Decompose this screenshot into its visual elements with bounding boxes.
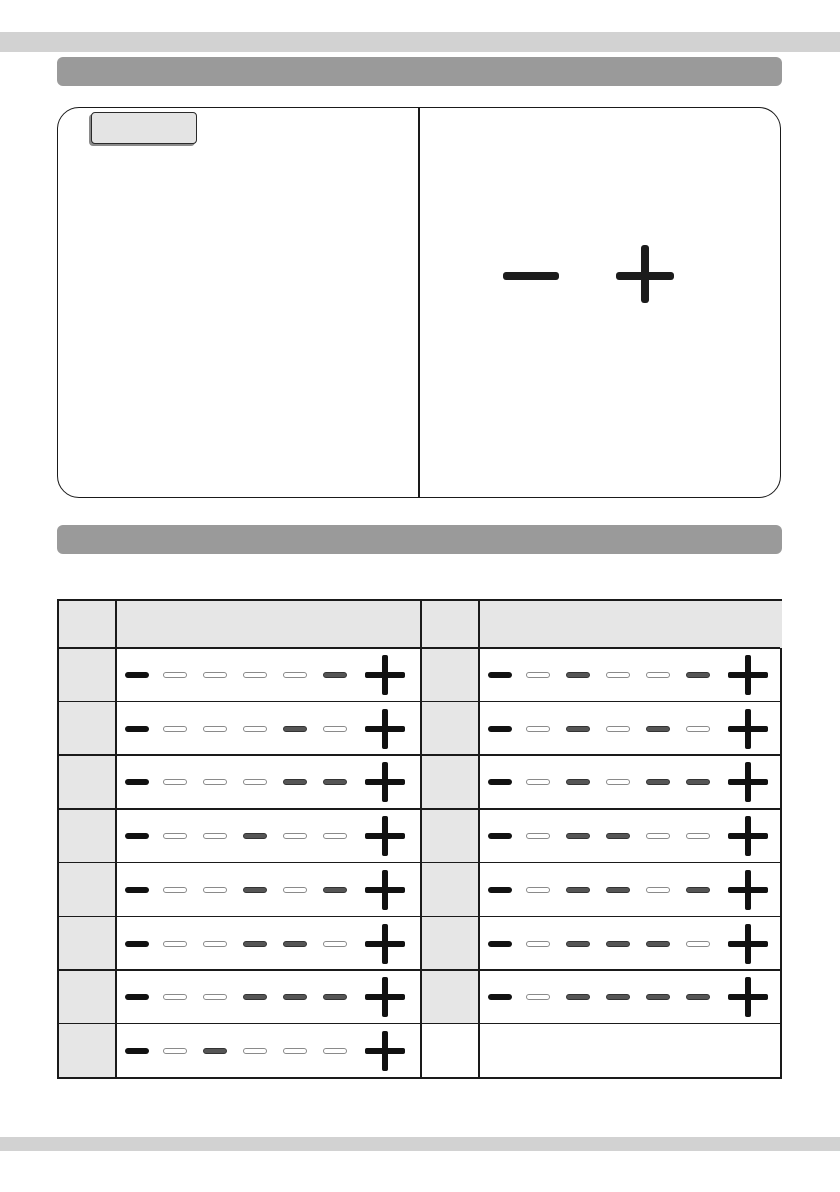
- negative-segment: [125, 994, 149, 1000]
- segment-off: [203, 994, 227, 1000]
- negative-segment: [488, 833, 512, 839]
- segment-on: [243, 833, 267, 839]
- code-table: [57, 599, 782, 1079]
- index-cell-right: [422, 809, 478, 862]
- row-divider: [59, 754, 780, 756]
- plus-icon-vertical: [382, 709, 388, 749]
- plus-icon-vertical: [382, 762, 388, 802]
- segment-off: [203, 833, 227, 839]
- segment-off: [526, 672, 550, 678]
- table-row-right: [480, 970, 780, 1023]
- header-cell-index-right: [422, 601, 478, 648]
- section-header-bar-1: [57, 57, 782, 86]
- negative-segment: [125, 1048, 149, 1054]
- segment-on: [566, 779, 590, 785]
- table-row-left: [117, 755, 417, 808]
- segment-off: [526, 833, 550, 839]
- segment-off: [526, 887, 550, 893]
- table-row-left: [117, 863, 417, 916]
- header-cell-pattern-right: [480, 601, 782, 648]
- segment-on: [566, 833, 590, 839]
- segment-on: [606, 887, 630, 893]
- table-row-right: [480, 755, 780, 808]
- segment-off: [323, 833, 347, 839]
- segment-off: [283, 672, 307, 678]
- table-row-left: [117, 917, 417, 970]
- segment-on: [606, 941, 630, 947]
- segment-off: [203, 726, 227, 732]
- negative-segment: [125, 941, 149, 947]
- table-row-left: [117, 970, 417, 1023]
- plus-icon-vertical: [745, 870, 751, 910]
- header-cell-index-left: [59, 601, 115, 648]
- table-row-left: [117, 1024, 417, 1077]
- negative-segment: [125, 672, 149, 678]
- plus-icon-vertical: [382, 977, 388, 1017]
- index-cell-right: [422, 863, 478, 916]
- segment-on: [566, 672, 590, 678]
- index-cell-right: [422, 1024, 478, 1077]
- column-divider: [420, 601, 422, 1077]
- table-row-right: [480, 809, 780, 862]
- negative-segment: [125, 833, 149, 839]
- index-cell-left: [59, 1024, 115, 1077]
- segment-off: [163, 941, 187, 947]
- table-row-left: [117, 702, 417, 755]
- segment-off: [526, 779, 550, 785]
- index-cell-left: [59, 917, 115, 970]
- segment-on: [686, 779, 710, 785]
- segment-off: [323, 941, 347, 947]
- segment-off: [243, 779, 267, 785]
- panel-divider: [418, 108, 420, 497]
- row-divider: [59, 701, 780, 703]
- plus-icon-vertical: [745, 977, 751, 1017]
- minus-icon: [503, 272, 559, 280]
- table-row-right: [480, 863, 780, 916]
- index-cell-left: [59, 970, 115, 1023]
- segment-on: [566, 941, 590, 947]
- header-cell-pattern-left: [117, 601, 420, 648]
- segment-off: [686, 941, 710, 947]
- segment-on: [203, 1048, 227, 1054]
- segment-on: [323, 672, 347, 678]
- index-cell-left: [59, 755, 115, 808]
- segment-on: [686, 994, 710, 1000]
- index-cell-right: [422, 917, 478, 970]
- plus-icon-vertical: [745, 655, 751, 695]
- plus-icon-vertical: [745, 816, 751, 856]
- segment-off: [606, 779, 630, 785]
- section-header-bar-2: [57, 525, 782, 554]
- segment-off: [526, 994, 550, 1000]
- segment-off: [646, 887, 670, 893]
- segment-on: [646, 779, 670, 785]
- index-cell-left: [59, 702, 115, 755]
- segment-off: [203, 887, 227, 893]
- segment-off: [243, 672, 267, 678]
- negative-segment: [488, 887, 512, 893]
- segment-on: [283, 726, 307, 732]
- segment-on: [646, 941, 670, 947]
- segment-off: [283, 1048, 307, 1054]
- segment-off: [163, 779, 187, 785]
- top-band: [0, 32, 840, 52]
- segment-off: [646, 672, 670, 678]
- segment-off: [163, 833, 187, 839]
- plus-icon-vertical: [382, 1031, 388, 1071]
- segment-off: [163, 994, 187, 1000]
- segment-off: [526, 941, 550, 947]
- row-divider: [59, 808, 780, 810]
- segment-off: [323, 1048, 347, 1054]
- plus-icon-vertical: [382, 816, 388, 856]
- segment-off: [163, 672, 187, 678]
- segment-on: [566, 994, 590, 1000]
- segment-off: [686, 833, 710, 839]
- negative-segment: [125, 726, 149, 732]
- plus-icon-vertical: [745, 924, 751, 964]
- segment-off: [203, 779, 227, 785]
- negative-segment: [488, 672, 512, 678]
- bottom-band: [0, 1137, 840, 1151]
- segment-off: [243, 1048, 267, 1054]
- segment-on: [686, 672, 710, 678]
- plus-icon-vertical: [745, 762, 751, 802]
- index-cell-left: [59, 809, 115, 862]
- segment-off: [323, 726, 347, 732]
- segment-on: [686, 887, 710, 893]
- segment-on: [646, 994, 670, 1000]
- segment-on: [323, 887, 347, 893]
- row-divider: [59, 647, 780, 649]
- segment-off: [203, 672, 227, 678]
- segment-on: [566, 887, 590, 893]
- segment-on: [323, 994, 347, 1000]
- connection-panel: [57, 107, 781, 498]
- index-cell-right: [422, 755, 478, 808]
- table-row-left: [117, 648, 417, 701]
- segment-on: [283, 994, 307, 1000]
- segment-on: [283, 941, 307, 947]
- index-cell-right: [422, 648, 478, 701]
- row-divider: [59, 969, 780, 971]
- segment-off: [526, 726, 550, 732]
- segment-off: [203, 941, 227, 947]
- segment-off: [163, 1048, 187, 1054]
- segment-off: [283, 887, 307, 893]
- table-row-right: [480, 917, 780, 970]
- label-tag-box: [91, 112, 197, 144]
- index-cell-left: [59, 648, 115, 701]
- plus-icon-vertical: [382, 655, 388, 695]
- negative-segment: [488, 994, 512, 1000]
- plus-icon-vertical: [382, 870, 388, 910]
- segment-on: [283, 779, 307, 785]
- segment-on: [243, 887, 267, 893]
- column-divider: [478, 601, 480, 1077]
- row-divider: [59, 862, 780, 864]
- segment-on: [243, 994, 267, 1000]
- segment-off: [163, 726, 187, 732]
- index-cell-right: [422, 970, 478, 1023]
- plus-icon-vertical: [382, 924, 388, 964]
- row-divider: [59, 916, 780, 918]
- negative-segment: [125, 779, 149, 785]
- index-cell-left: [59, 863, 115, 916]
- segment-off: [243, 726, 267, 732]
- segment-off: [283, 833, 307, 839]
- segment-on: [323, 779, 347, 785]
- column-divider: [115, 601, 117, 1077]
- negative-segment: [488, 726, 512, 732]
- negative-segment: [125, 887, 149, 893]
- plus-icon-vertical: [745, 709, 751, 749]
- table-row-right: [480, 648, 780, 701]
- negative-segment: [488, 941, 512, 947]
- plus-icon-vertical: [641, 245, 649, 303]
- segment-off: [606, 672, 630, 678]
- table-row-left: [117, 809, 417, 862]
- segment-off: [606, 726, 630, 732]
- table-row-right: [480, 702, 780, 755]
- row-divider: [59, 1023, 780, 1025]
- segment-on: [566, 726, 590, 732]
- segment-on: [606, 833, 630, 839]
- segment-on: [646, 726, 670, 732]
- segment-off: [686, 726, 710, 732]
- negative-segment: [488, 779, 512, 785]
- segment-off: [646, 833, 670, 839]
- index-cell-right: [422, 702, 478, 755]
- segment-on: [243, 941, 267, 947]
- segment-off: [163, 887, 187, 893]
- segment-on: [606, 994, 630, 1000]
